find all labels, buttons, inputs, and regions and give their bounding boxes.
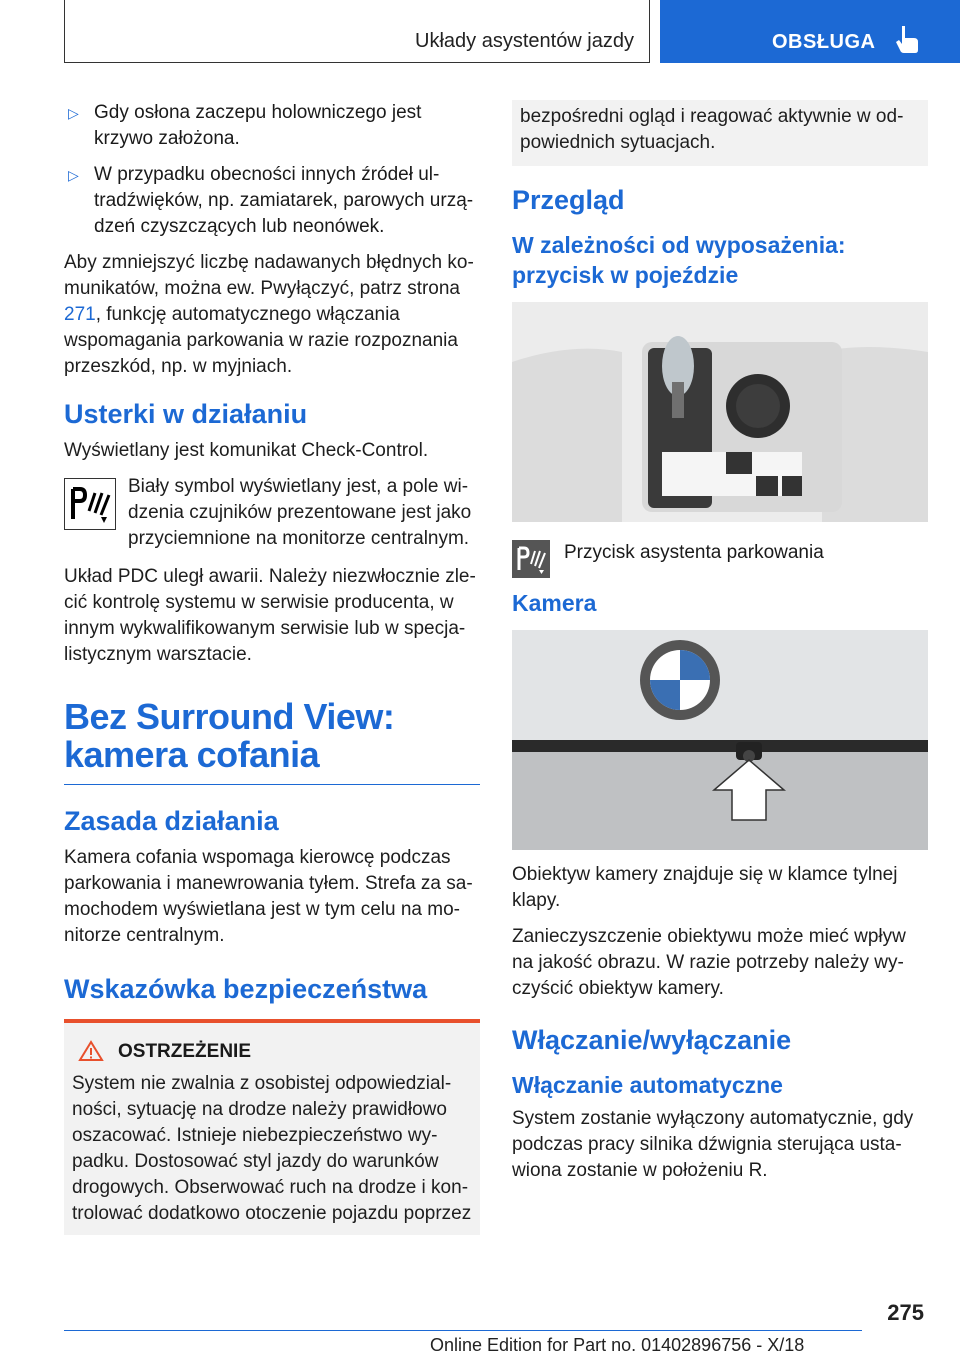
header-tab[interactable]: [660, 0, 960, 63]
paragraph: Wyświetlany jest komunikat Check-Control.: [64, 440, 429, 461]
heading-onoff: Włączanie/wyłączanie: [512, 1025, 792, 1055]
list-item: ▷ W przypadku obecności innych źródeł ultradźwięków, np. zamiatarek, parowych urządzeń czyszczących lub neonówek.: [68, 164, 474, 237]
footer-edition: Online Edition for Part no. 01402896756 - X/18: [430, 1335, 805, 1355]
heading-camera: Kamera: [512, 590, 597, 616]
right-column: [512, 100, 928, 1194]
heading-auto: Włączanie automatyczne: [512, 1072, 783, 1098]
heading-faults: Usterki w działaniu: [64, 399, 308, 429]
heading-divider: [64, 784, 480, 785]
paragraph: System zostanie wyłączony automatycznie, gdy podczas pracy silnika dźwignia sterująca ustawiona zostanie w położeniu R.: [512, 1108, 914, 1181]
pointing-hand-icon: [894, 24, 920, 54]
warning-box: [64, 1019, 480, 1235]
left-column: [64, 100, 480, 1235]
paragraph: Obiektyw kamery znajduje się w klamce tylnej klapy.: [512, 864, 898, 911]
pdc-sensor-icon: [64, 478, 116, 530]
header-tab-label: OBSŁUGA: [772, 31, 876, 53]
legend-item: Przycisk asystenta parkowania: [512, 540, 928, 566]
heading-rear-camera: Bez Surround View: kamera cofania: [64, 696, 395, 775]
parking-assistant-icon: [512, 540, 550, 578]
list-item: ▷ Gdy osłona zaczepu holowniczego jest krzywo założona.: [68, 102, 422, 149]
paragraph: Kamera cofania wspomaga kierowcę podczas parkowania i manewrowania tyłem. Strefa za samochodem wyświetlana jest w tym celu na monitorze centralnym.: [64, 847, 473, 946]
icon-paragraph: Biały symbol wyświetlany jest, a pole widzenia czujników prezentowane jest jako przyciemnione na monitorze centralnym.: [64, 474, 480, 552]
warning-title: OSTRZEŻENIE: [72, 1041, 472, 1063]
warning-text: System nie zwalnia z osobistej odpowiedzialności, sytuację na drodze należy prawidłowo oszacować. Istnieje niebezpieczeństwo wypadku. Dostosować styl jazdy do warunków drogowych. Obserwować ruch na drodze i kontrolować dodatkowo otoczenie pojazdu poprzez: [72, 1073, 472, 1224]
heading-safety: Wskazówka bezpieczeństwa: [64, 974, 428, 1004]
paragraph: Zanieczyszczenie obiektywu może mieć wpływ na jakość obrazu. W razie potrzeby należy wyczyścić obiektyw kamery.: [512, 926, 906, 999]
tailgate-camera-photo: [512, 630, 928, 850]
paragraph: Aby zmniejszyć liczbę nadawanych błędnych komunikatów, można ew. Pwyłączyć, patrz strona 271, funkcję automatycznego włączania wspomagania parkowania w razie rozpoznania przeszkód, np. w myjniach.: [64, 252, 474, 377]
footer-divider: [64, 1330, 862, 1331]
heading-overview: Przegląd: [512, 185, 625, 215]
heading-button: W zależności od wyposażenia: przycisk w pojeździe: [512, 232, 846, 288]
triangle-bullet-icon: ▷: [68, 105, 79, 121]
center-console-photo: [512, 302, 928, 522]
header-section-title: Układy asystentów jazdy: [415, 30, 634, 52]
page-number: 275: [887, 1300, 924, 1325]
heading-principle: Zasada działania: [64, 806, 279, 836]
warning-box-continued: bezpośredni ogląd i reagować aktywnie w odpowiednich sytuacjach.: [512, 100, 928, 166]
page-link[interactable]: 271: [64, 304, 96, 325]
paragraph: Układ PDC uległ awarii. Należy niezwłocznie zlecić kontrolę systemu w serwisie producenta, w innym wykwalifikowanym serwisie lub w specjalistycznym warsztacie.: [64, 566, 476, 665]
warning-triangle-icon: [78, 1040, 104, 1062]
triangle-bullet-icon: ▷: [68, 167, 79, 183]
